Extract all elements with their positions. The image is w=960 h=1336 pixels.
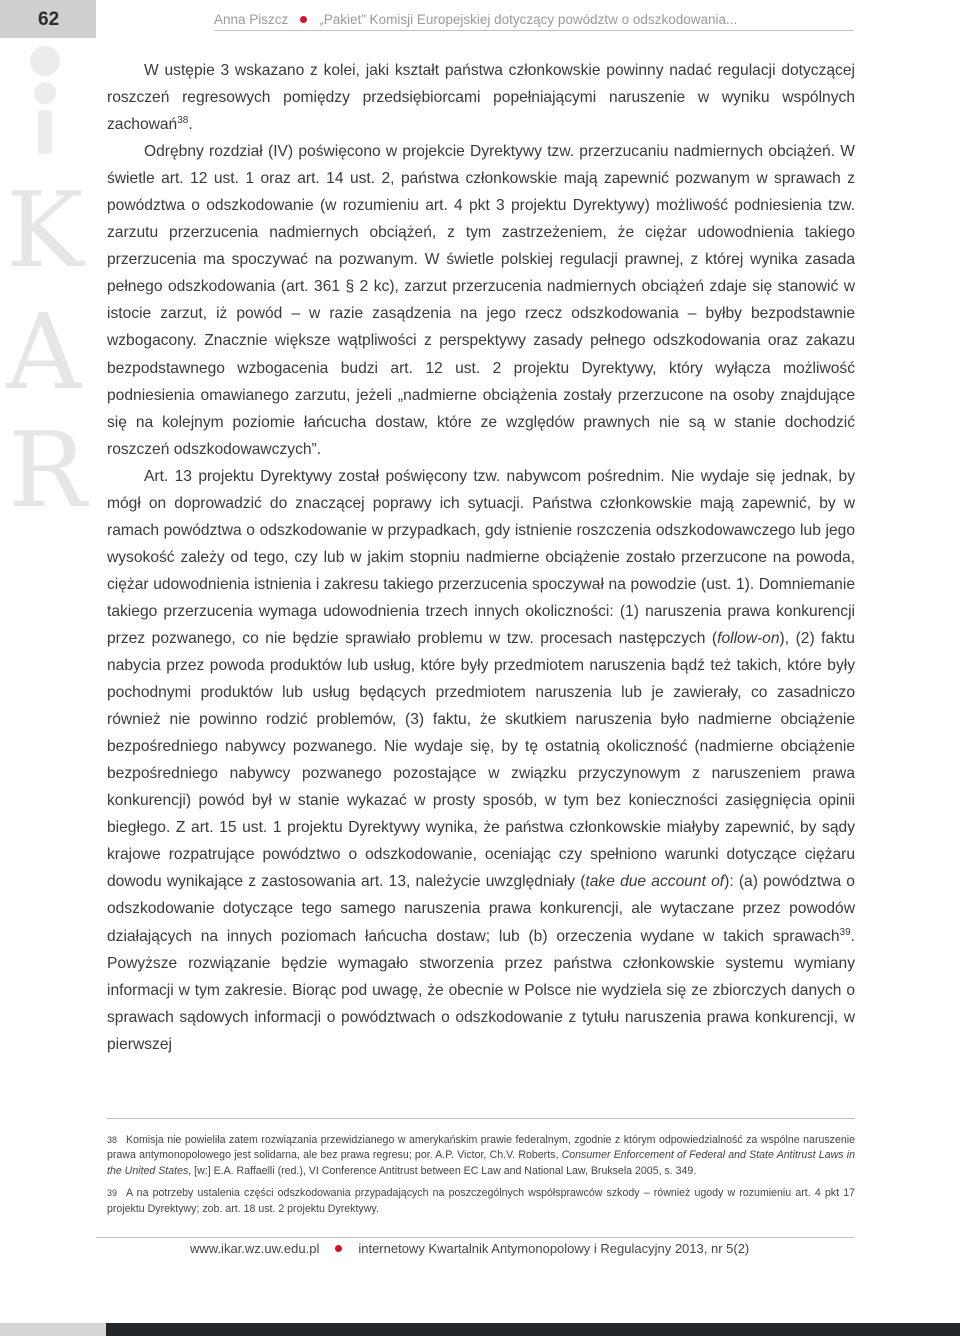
footnote-39: $^{39}$ A na potrzeby ustalenia części odszkodowania przypadających na poszczególnych współsprawców szkody – również ugody w rozumieniu art. 4 pkt 17 projektu Dyrektywy; zob. art. 18 ust. 2 projektu Dyrektywy. — [107, 1187, 855, 1215]
page-number-box — [0, 0, 96, 38]
footnotes — [107, 1133, 855, 1224]
deco-letter-k: K — [6, 169, 84, 291]
article-body — [107, 57, 855, 1058]
paragraph-1: W ustępie 3 wskazano z kolei, jaki kształt państwa członkowskie powinny nadać regulacji dotyczącej roszczeń regresowych pomiędzy przedsiębiorcami popełniającymi naruszenie w wyniku wspólnych zachowań$^{38}$. — [107, 62, 855, 134]
footnote-ref-38[interactable]: 38 — [177, 114, 189, 126]
page-number: 62 — [38, 9, 60, 30]
bottom-bar-light — [0, 1323, 106, 1336]
footnote-rule — [107, 1118, 855, 1119]
paragraph-2: Odrębny rozdział (IV) poświęcono w projekcie Dyrektywy tzw. przerzucaniu nadmiernych obciążeń. W świetle art. 12 ust. 1 oraz art. 14 ust. 2, państwa członkowskie mają zapewnić pozwanym w sprawach z powództwa o odszkodowanie (w rozumieniu art. 4 pkt 3 projektu Dyrektywy) możliwość podniesienia tzw. zarzutu przerzucenia nadmiernych obciążeń, z tym zastrzeżeniem, że ciężar udowodnienia takiego przerzucenia ma spoczywać na pozwanym. W świetle polskiej regulacji prawnej, z której wynika zasada pełnego odszkodowania (art. 361 § 2 kc), zarzut przerzucenia nadmiernych obciążeń zdaje się stanowić w istocie zarzut, iż powód – w razie zasądzenia na jego rzecz odszkodowania – byłby bezpodstawnie wzbogacony. Znacznie większe wątpliwości z perspektywy zasady pełnego odszkodowania oraz zakazu bezpodstawnego wzbogacenia budzi art. 12 ust. 2 projektu Dyrektywy, który wyłącza możliwość podniesienia omawianego zarzutu, jeżeli „nadmierne obciążenia zostały przerzucone na osoby znajdujące się na kolejnym poziomie łańcucha dostaw, które ze względów prawnych nie są w stanie dochodzić roszczeń odszkodowawczych”. — [107, 143, 855, 458]
paragraph-3: Art. 13 projektu Dyrektywy został poświęcony tzw. nabywcom pośrednim. Nie wydaje się jednak, by mógł on doprowadzić do znaczącej poprawy ich sytuacji. Państwa członkowskie mają zapewnić, by w ramach powództwa o odszkodowanie w przypadkach, gdy istnienie roszczenia odszkodowawczego lub jego wysokość zależy od tego, czy lub w jakim stopniu nadmierne obciążenie zostało przerzucone na powoda, ciężar udowodnienia istnienia i zakresu takiego przerzucenia spoczywał na powodzie (ust. 1). Domniemanie takiego przerzucenia wymaga udowodnienia trzech innych okoliczności: (1) naruszenia prawa konkurencji przez pozwanego, co nie będzie sprawiało problemu w tzw. procesach następczych (follow-on), (2) faktu nabycia przez powoda produktów lub usług, które były przedmiotem naruszenia bądź też takich, które były pochodnymi produktów lub usług będących przedmiotem naruszenia lub je zawierały, co zasadniczo również nie powinno rodzić problemów, (3) faktu, że skutkiem naruszenia było nadmierne obciążenie bezpośredniego nabywcy pozwanego. Nie wydaje się, by tę ostatnią okoliczność (nadmierne obciążenie bezpośredniego nabywcy pozwanego pozostające w związku przyczynowym z naruszeniem prawa konkurencji) powód był w stanie wykazać w prosty sposób, w tym bez konieczności zasięgnięcia opinii biegłego. Z art. 15 ust. 1 projektu Dyrektywy wynika, że państwa członkowskie miałyby zapewnić, by sądy krajowe rozpatrujące powództwo o odszkodowanie, oceniając czy spełniono warunki dotyczące ciężaru dowodu wynikające z zastosowania art. 13, należycie uwzględniały (take due account of): (a) powództwa o odszkodowanie dotyczące tego samego naruszenia prawa konkurencji, ale wytaczane przez powodów działających na innych poziomach łańcucha dostaw; lub (b) orzeczenia wydane w takich sprawach$^{39}$. Powyższe rozwiązanie będzie wymagało stworzenia przez państwa członkowskie systemu wymiany informacji w tym zakresie. Biorąc pod uwagę, że obecnie w Polsce nie wydziela się ze zbiorczych danych o sprawach sądowych informacji o powództwach o odszkodowanie z tytułu naruszenia prawa konkurencji, w pierwszej — [107, 467, 855, 1053]
header-title: „Pakiet” Komisji Europejskiej dotyczący powództw o odszkodowania... — [319, 12, 738, 27]
running-header — [214, 12, 854, 27]
footer-journal: internetowy Kwartalnik Antymonopolowy i Regulacyjny 2013, nr 5(2) — [358, 1241, 750, 1256]
deco-letter-a: A — [6, 291, 82, 413]
footer-url-link[interactable]: www.ikar.wz.uw.edu.pl — [190, 1241, 320, 1256]
footnote-ref-39[interactable]: 39 — [839, 926, 851, 938]
bottom-bar-dark — [106, 1323, 960, 1336]
header-rule — [214, 30, 854, 31]
deco-circle-middle — [34, 82, 56, 104]
footer-dot-icon — [335, 1245, 342, 1252]
header-dot-icon — [300, 16, 307, 23]
deco-circle-stem — [38, 110, 52, 154]
header-author: Anna Piszcz — [214, 12, 289, 27]
footnote-38: $^{38}$ Komisja nie powieliła zatem rozwiązania przewidzianego w amerykańskim prawie federalnym, zgodnie z którym odpowiedzialność za wspólne naruszenie prawa antymonopolowego jest solidarna, ale bez prawa regresu; por. A.P. Victor, Ch.V. Roberts, Consumer Enforcement of Federal and State Antitrust Laws in the United States, [w:] E.A. Raffaelli (red.), VI Conference Antitrust between EC Law and National Law, Bruksela 2005, s. 349. — [107, 1134, 855, 1177]
footer-rule — [96, 1237, 854, 1238]
running-footer — [190, 1241, 749, 1256]
deco-circle-top — [30, 46, 60, 76]
deco-letter-r: R — [8, 409, 87, 531]
